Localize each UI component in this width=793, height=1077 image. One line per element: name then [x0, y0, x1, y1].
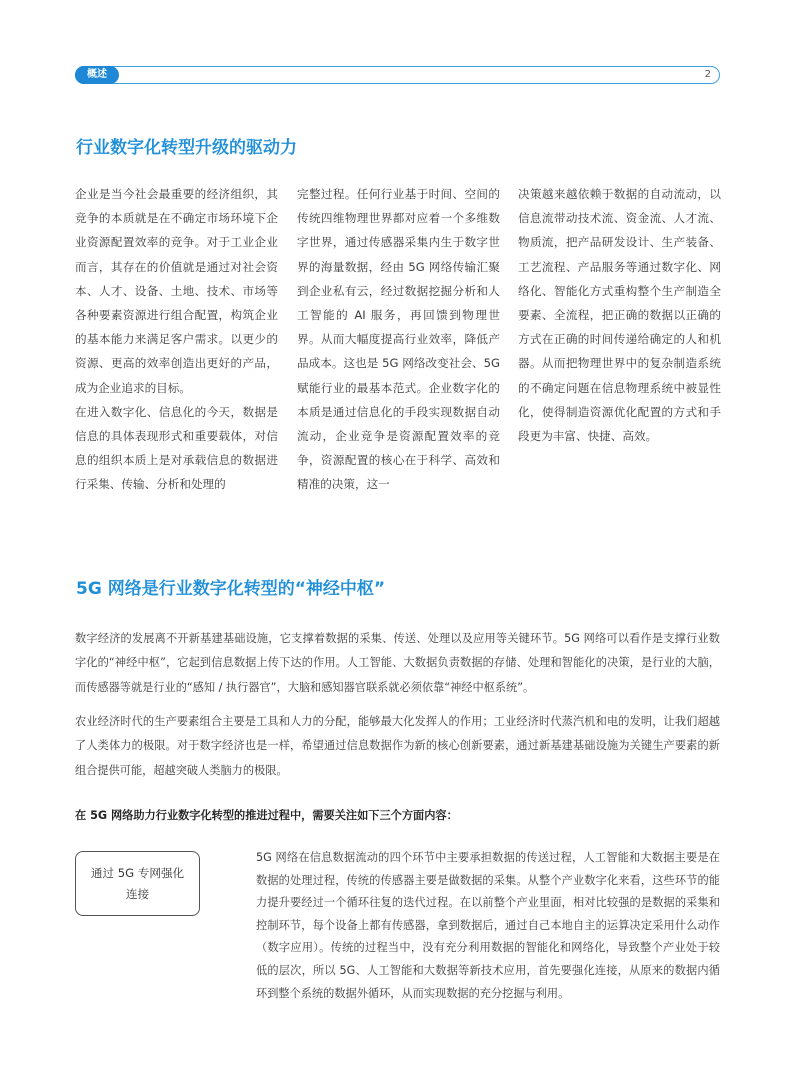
paragraph: 完整过程。任何行业基于时间、空间的传统四维物理世界都对应着一个多维数字世界，通过传感器采集内生于数字世界的海量数据，经由 5G 网络传输汇聚到企业私有云，经过数据挖掘分析和人工智能的 AI 服务，再回馈到物理世界。从而大幅度提高行业效率，降低产品成本。这也是 5G 网络改变社会、5G赋能行业的最基本范式。企业数字化的本质是通过信息化的手段实现数据自动流动，企业竞争是资源配置效率的竞争，资源配置的核心在于科学、高效和精准的决策，这一 [297, 187, 500, 492]
intro-statement: 在 5G 网络助力行业数字化转型的推进过程中，需要关注如下三个方面内容： [75, 809, 458, 822]
section-title-nerve-center: 5G 网络是行业数字化转型的“神经中枢” [76, 579, 386, 599]
text-column-2 [297, 182, 500, 497]
page-number: 2 [704, 69, 711, 80]
section-tag: 概述 [75, 66, 119, 84]
aspect-label-box [75, 851, 200, 916]
header-bar [75, 66, 720, 84]
paragraph: 在进入数字化、信息化的今天，数据是信息的具体表现形式和重要载体，对信息的组织本质上是对承载信息的数据进行采集、传输、分析和处理的 [75, 404, 278, 492]
paragraph: 决策越来越依赖于数据的自动流动，以信息流带动技术流、资金流、人才流、物质流，把产品研发设计、生产装备、工艺流程、产品服务等通过数字化、网络化、智能化方式重构整个生产制造全要素、全流程，把正确的数据以正确的方式在正确的时间传递给确定的人和机器。从而把物理世界中的复杂制造系统的不确定问题在信息物理系统中被显性化，使得制造资源优化配置的方式和手段更为丰富、快捷、高效。 [518, 187, 721, 444]
aspect-description: 5G 网络在信息数据流动的四个环节中主要承担数据的传送过程，人工智能和大数据主要是在数据的处理过程，传统的传感器主要是做数据的采集。从整个产业数字化来看，这些环节的能力提升要经过一个循环往复的迭代过程。在以前整个产业里面，相对比较强的是数据的采集和控制环节，每个设备上都有传感器，拿到数据后，通过自己本地自主的运算决定采用什么动作（数字应用）。传统的过程当中，没有充分利用数据的智能化和网络化，导致整个产业处于较低的层次，所以 5G、人工智能和大数据等新技术应用，首先要强化连接，从原来的数据内循环到整个系统的数据外循环，从而实现数据的充分挖掘与利用。 [256, 851, 720, 1000]
paragraph: 企业是当今社会最重要的经济组织，其竞争的本质就是在不确定市场环境下企业资源配置效率的竞争。对于工业企业而言，其存在的价值就是通过对社会资本、人才、设备、土地、技术、市场等各种要素资源进行组合配置，构筑企业的基本能力来满足客户需求。以更少的资源、更高的效率创造出更好的产品，成为企业追求的目标。 [75, 187, 278, 395]
text-column-3 [518, 182, 721, 448]
paragraph: 农业经济时代的生产要素组合主要是工具和人力的分配，能够最大化发挥人的作用；工业经济时代蒸汽机和电的发明，让我们超越了人类体力的极限。对于数字经济也是一样，希望通过信息数据作为新的核心创新要素，通过新基建基础设施为关键生产要素的新组合提供可能，超越突破人类脑力的极限。 [75, 715, 720, 777]
section-title-driving-force: 行业数字化转型升级的驱动力 [76, 138, 297, 158]
aspect-label: 通过 5G 专网强化连接 [90, 865, 185, 901]
text-column-1 [75, 182, 278, 497]
paragraph: 数字经济的发展离不开新基建基础设施，它支撑着数据的采集、传送、处理以及应用等关键环节。5G 网络可以看作是支撑行业数字化的“神经中枢”，它起到信息数据上传下达的作用。人工智能、大数据负责数据的存储、处理和智能化的决策，是行业的大脑，而传感器等就是行业的“感知 / 执行器官”，大脑和感知器官联系就必须依靠“神经中枢系统”。 [75, 632, 720, 694]
